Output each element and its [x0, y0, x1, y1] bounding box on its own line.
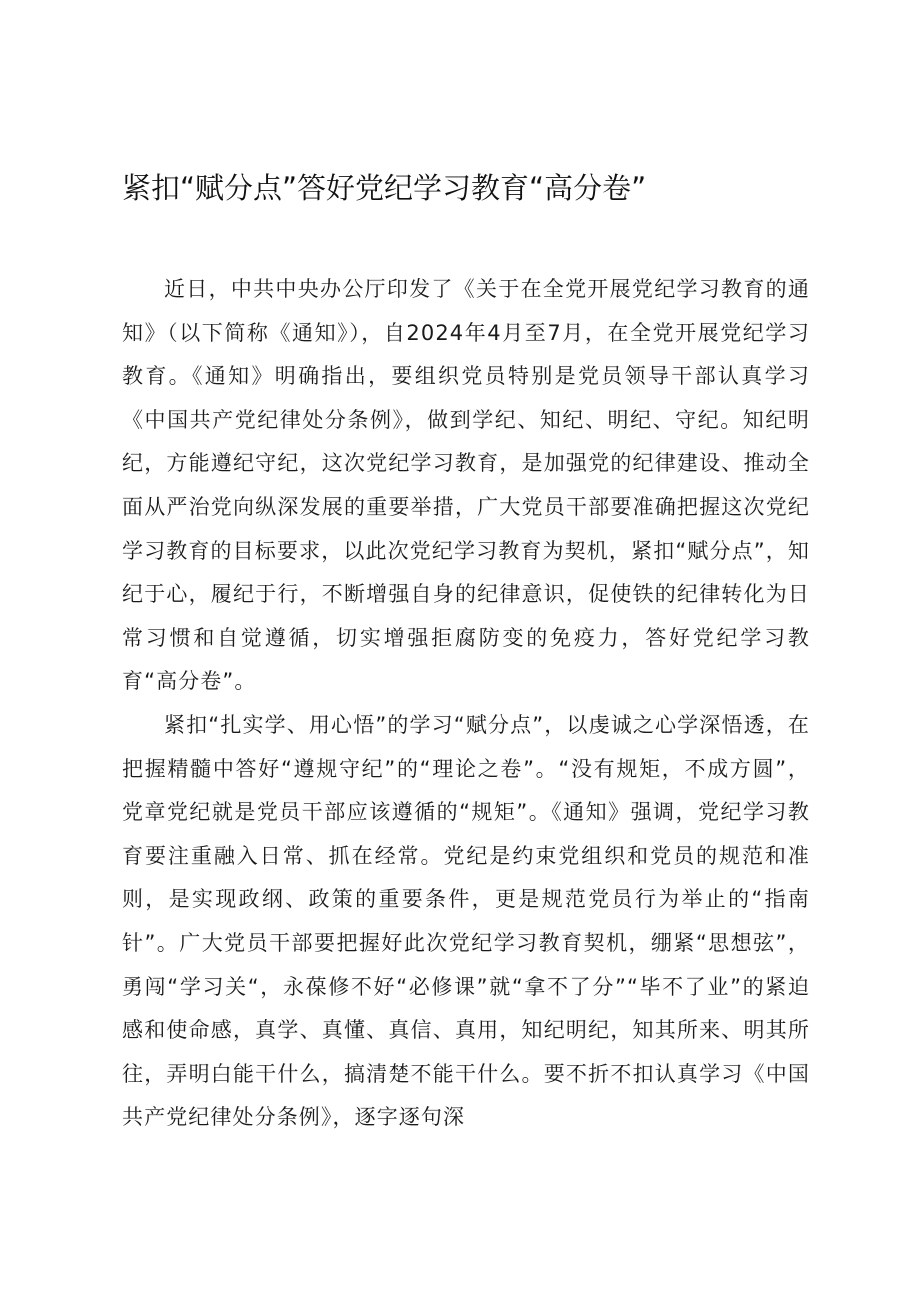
paragraph-2: 紧扣“扎实学、用心悟”的学习“赋分点”，以虔诚之心学深悟透，在把握精髓中答好“遵规守纪”的“理论之卷”。“没有规矩，不成方圆”，党章党纪就是党员干部应该遵循的“规矩”。《通知》强调，党纪学习教育要注重融入日常、抓在经常。党纪是约束党组织和党员的规范和准则，是实现政纲、政策的重要条件，更是规范党员行为举止的“指南针”。广大党员干部要把握好此次党纪学习教育契机，绷紧“思想弦”，勇闯“学习关“，永葆修不好“必修课”就“拿不了分”“毕不了业”的紧迫感和使命感，真学、真懂、真信、真用，知纪明纪，知其所来、明其所往，弄明白能干什么，搞清楚不能干什么。要不折不扣认真学习《中国共产党纪律处分条例》，逐字逐句深 — [122, 712, 810, 1130]
paragraph-1: 近日，中共中央办公厅印发了《关于在全党开展党纪学习教育的通知》（以下简称《通知》），自2024年4月至7月，在全党开展党纪学习教育。《通知》明确指出，要组织党员特别是党员领导干部认真学习《中国共产党纪律处分条例》，做到学纪、知纪、明纪、守纪。知纪明纪，方能遵纪守纪，这次党纪学习教育，是加强党的纪律建设、推动全面从严治党向纵深发展的重要举措，广大党员干部要准确把握这次党纪学习教育的目标要求，以此次党纪学习教育为契机，紧扣“赋分点”，知纪于心，履纪于行，不断增强自身的纪律意识，促使铁的纪律转化为日常习惯和自觉遵循，切实增强拒腐防变的免疫力，答好党纪学习教育“高分卷”。 — [122, 277, 810, 694]
document-body — [122, 268, 810, 1140]
document-title: 紧扣“赋分点”答好党纪学习教育“高分卷” — [122, 171, 647, 205]
